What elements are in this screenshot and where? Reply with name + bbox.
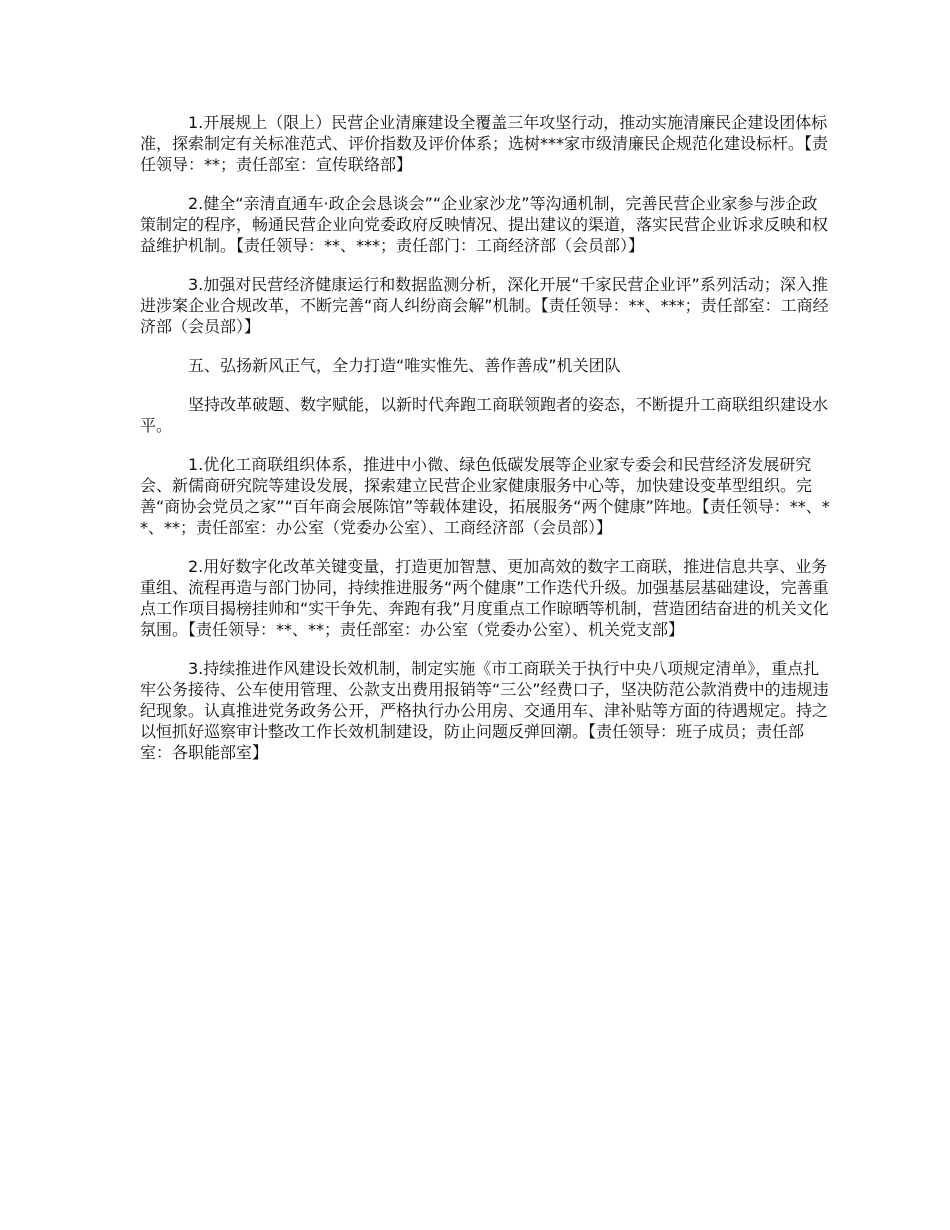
paragraph-6: 3.持续推进作风建设长效机制，制定实施《市工商联关于执行中央八项规定清单》，重点扎牢公务接待、公车使用管理、公款支出费用报销等“三公”经费口子，坚决防范公款消费中的违规违纪现象。认真推进党务政务公开，严格执行办公用房、交通用车、津补贴等方面的待遇规定。持之以恒抓好巡察审计整改工作长效机制建设，防止问题反弹回潮。【责任领导：班子成员；责任部室：各职能部室】 <box>140 659 829 762</box>
paragraph-2: 2.健全“亲清直通车·政企会恳谈会”“企业家沙龙”等沟通机制，完善民营企业家参与涉企政策制定的程序，畅通民营企业向党委政府反映情况、提出建议的渠道，落实民营企业诉求反映和权益维护机制。【责任领导：**、***；责任部门：工商经济部（会员部）】 <box>140 194 829 255</box>
paragraph-intro: 坚持改革破题、数字赋能，以新时代奔跑工商联领跑者的姿态，不断提升工商联组织建设水平。 <box>140 395 829 435</box>
paragraph-4: 1.优化工商联组织体系，推进中小微、绿色低碳发展等企业家专委会和民营经济发展研究会、新儒商研究院等建设发展，探索建立民营企业家健康服务中心等，加快建设变革型组织。完善“商协会党员之家”“百年商会展陈馆”等载体建设，拓展服务“两个健康”阵地。【责任领导：**、**、**；责任部室：办公室（党委办公室）、工商经济部（会员部）】 <box>140 455 830 537</box>
paragraph-5: 2.用好数字化改革关键变量，打造更加智慧、更加高效的数字工商联，推进信息共享、业务重组、流程再造与部门协同，持续推进服务“两个健康”工作迭代升级。加强基层基础建设，完善重点工作项目揭榜挂帅和“实干争先、奔跑有我”月度重点工作晾晒等机制，营造团结奋进的机关文化氛围。【责任领导：**、**；责任部室：办公室（党委办公室）、机关党支部】 <box>140 557 829 639</box>
paragraph-1: 1.开展规上（限上）民营企业清廉建设全覆盖三年攻坚行动，推动实施清廉民企建设团体标准，探索制定有关标准范式、评价指数及评价体系；选树***家市级清廉民企规范化建设标杆。【责任领导：**；责任部室：宣传联络部】 <box>140 113 829 174</box>
paragraph-3: 3.加强对民营经济健康运行和数据监测分析，深化开展“千家民营企业评”系列活动；深入推进涉案企业合规改革，不断完善“商人纠纷商会解”机制。【责任领导：**、***；责任部室：工商经济部（会员部）】 <box>140 275 829 336</box>
section-heading: 五、弘扬新风正气，全力打造“唯实惟先、善作善成”机关团队 <box>188 356 621 375</box>
document-page <box>140 112 830 781</box>
